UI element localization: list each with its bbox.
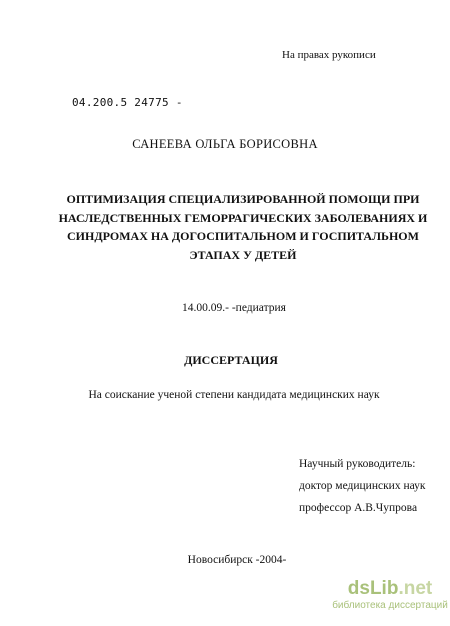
title-line: НАСЛЕДСТВЕННЫХ ГЕМОРРАГИЧЕСКИХ ЗАБОЛЕВАНИЯХ И: [58, 210, 428, 225]
dslib-watermark: [332, 579, 448, 611]
logo-tld: .net: [398, 578, 433, 599]
title-line: ЭТАПАХ У ДЕТЕЙ: [189, 247, 297, 262]
title-line: ОПТИМИЗАЦИЯ СПЕЦИАЛИЗИРОВАННОЙ ПОМОЩИ ПРИ: [66, 192, 420, 206]
registry-stamp: 04.200.5 24775 -: [72, 96, 183, 109]
author-name: САНЕЕВА ОЛЬГА БОРИСОВНА: [132, 137, 318, 151]
specialty-code: 14.00.09.- -педиатрия: [182, 302, 286, 314]
watermark-caption: библиотека диссертаций: [332, 600, 448, 611]
logo-main: dsLib: [347, 578, 399, 599]
rights-notice: На правах рукописи: [282, 49, 376, 61]
dissertation-title: [58, 190, 428, 264]
supervisor-name: профессор А.В.Чупрова: [299, 502, 418, 514]
title-line: СИНДРОМАХ НА ДОГОСПИТАЛЬНОМ И ГОСПИТАЛЬНОМ: [67, 229, 419, 243]
degree-statement: На соискание ученой степени кандидата медицинских наук: [88, 389, 380, 401]
supervisor-degree: доктор медицинских наук: [299, 480, 426, 492]
supervisor-block: [299, 453, 425, 519]
dslib-logo: [332, 579, 448, 599]
city-year: Новосибирск -2004-: [187, 554, 287, 566]
supervisor-role: Научный руководитель:: [299, 458, 416, 470]
document-type: ДИССЕРТАЦИЯ: [184, 353, 278, 367]
